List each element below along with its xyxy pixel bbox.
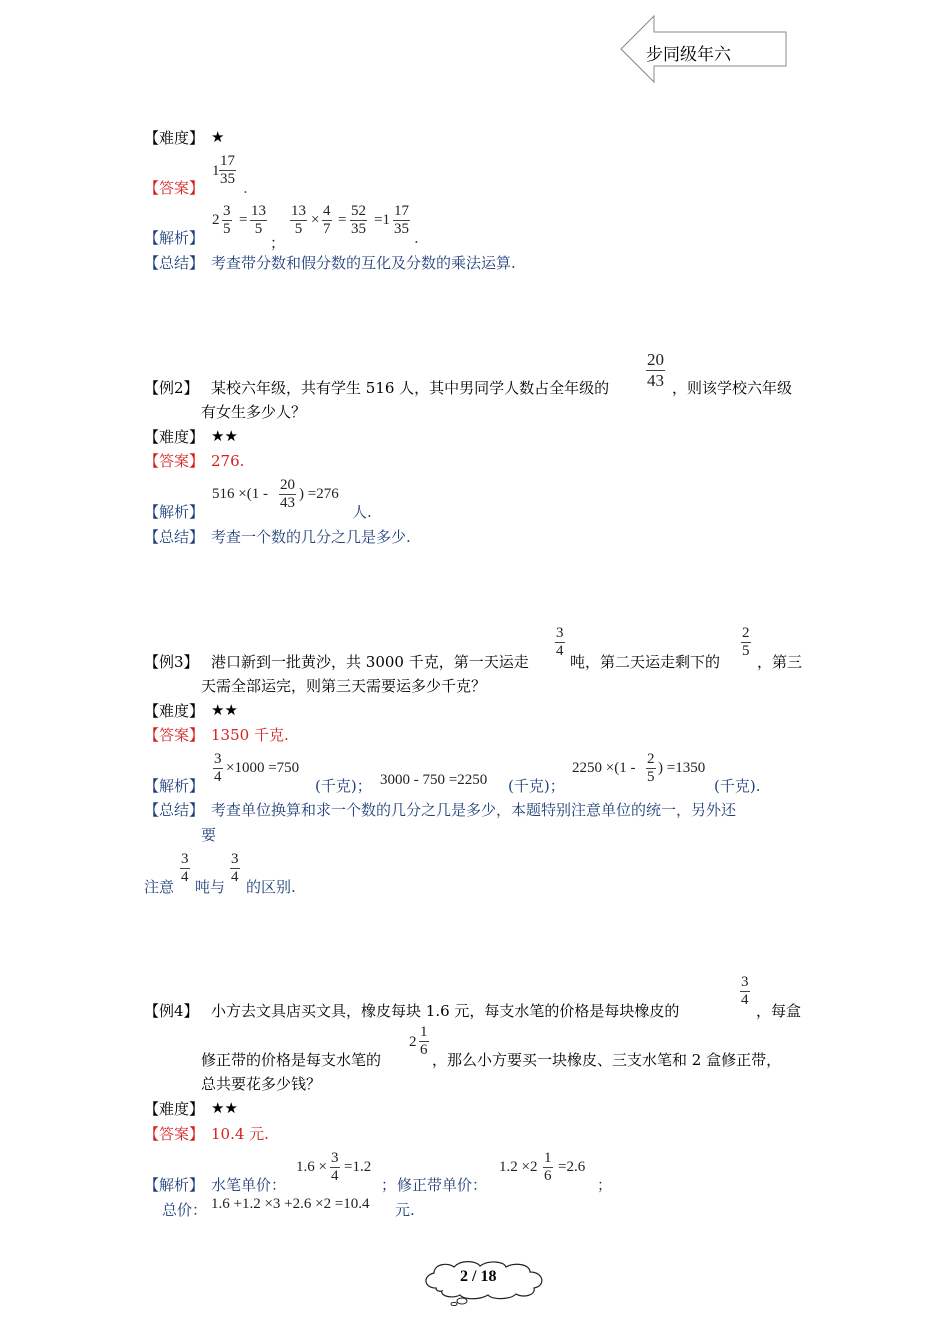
question-text: 小方去文具店买文具，橡皮每块 1.6 元，每支水笔的价格是每块橡皮的 (211, 1002, 680, 1020)
question-fraction: 20 43 (647, 350, 664, 390)
summary-text: 考查单位换算和求一个数的几分之几是多少，本题特别注意单位的统一，另外还 (211, 801, 737, 819)
question-text: ，则该学校六年级 (672, 379, 793, 397)
answer-label: 【答案】 (144, 726, 205, 744)
question-text: 吨，第二天运走剩下的 (570, 653, 721, 671)
note-text: 的区别. (246, 878, 296, 896)
fraction: 13 5 (291, 203, 306, 237)
math-text: ； (270, 236, 286, 252)
analysis-text: 水笔单价： (211, 1176, 287, 1194)
question-text: ，那么小方要买一块橡皮、三支水笔和 2 盒修正带， (432, 1051, 782, 1069)
difficulty-label: 【难度】 (144, 129, 205, 147)
question-fraction: 2 5 (742, 625, 750, 659)
math-text: ) =1350 (658, 760, 706, 776)
answer-label: 【答案】 (144, 1125, 205, 1143)
fraction: 17 35 (394, 203, 409, 237)
question-text: 某校六年级，共有学生 516 人，其中男同学人数占全年级的 (211, 379, 610, 397)
fraction: 3 4 (331, 1150, 339, 1184)
analysis-label: 【解析】 (144, 503, 205, 521)
page-number: 2 / 18 (460, 1268, 497, 1285)
unit-text: (千克)； (315, 777, 372, 795)
summary-text: 要 (201, 826, 217, 844)
question-text: 港口新到一批黄沙，共 3000 千克，第一天运走 (211, 653, 529, 671)
unit-text: 人. (352, 503, 372, 521)
fraction: 4 7 (323, 203, 331, 237)
difficulty-stars: ★★ (211, 701, 238, 719)
fraction: 3 5 (223, 203, 231, 237)
question-fraction: 3 4 (556, 625, 564, 659)
analysis-label: 【解析】 (144, 229, 205, 247)
fraction: 20 43 (280, 477, 295, 511)
question-text: 修正带的价格是每支水笔的 (201, 1051, 382, 1069)
summary-text: 考查一个数的几分之几是多少. (211, 528, 411, 546)
note-text: 吨与 (195, 878, 226, 896)
header-tag (620, 14, 790, 84)
math-text: 3000 - 750 =2250 (380, 772, 488, 788)
analysis-label: 【解析】 (144, 777, 205, 795)
question-text: ，每盒 (756, 1002, 802, 1020)
fraction: 3 4 (214, 751, 222, 785)
difficulty-label: 【难度】 (144, 428, 205, 446)
math-text: =1 (374, 212, 390, 228)
difficulty-label: 【难度】 (144, 702, 205, 720)
fraction: 13 5 (251, 203, 266, 237)
math-text: 1.6 × (296, 1159, 327, 1175)
answer-text: 276. (211, 452, 245, 470)
answer-text: 1350 千克. (211, 726, 289, 744)
math-text: =2.6 (558, 1159, 586, 1175)
analysis-text: 总价： (162, 1201, 208, 1219)
math-text: 516 ×(1 - (212, 486, 268, 502)
math-text: = (338, 212, 347, 228)
fraction: 2 5 (647, 751, 655, 785)
math-text: 1.2 ×2 (499, 1159, 538, 1175)
summary-label: 【总结】 (144, 801, 205, 819)
unit-text: 元. (395, 1201, 415, 1219)
difficulty-stars: ★★ (211, 427, 238, 445)
difficulty-label: 【难度】 (144, 1100, 205, 1118)
question-text: 有女生多少人？ (201, 403, 307, 421)
answer-fraction: 17 35 (220, 153, 235, 187)
fraction: 52 35 (351, 203, 366, 237)
answer-label: 【答案】 (144, 179, 205, 197)
math-text: . (414, 229, 419, 247)
analysis-label: 【解析】 (144, 1176, 205, 1194)
difficulty-stars: ★ (211, 128, 225, 146)
note-text: 注意 (144, 878, 175, 896)
math-text: 2 (212, 212, 220, 228)
math-text: 2250 ×(1 - (572, 760, 636, 776)
fraction: 3 4 (231, 851, 239, 885)
math-text: × (311, 212, 320, 228)
math-text: ； (381, 1176, 397, 1194)
math-text: ； (597, 1176, 613, 1194)
answer-whole: 1 (212, 163, 220, 179)
question-text: ，第三 (757, 653, 803, 671)
summary-label: 【总结】 (144, 528, 205, 546)
difficulty-stars: ★★ (211, 1099, 238, 1117)
example-label: 【例2】 (144, 379, 199, 397)
fraction: 3 4 (181, 851, 189, 885)
math-text: 2 (409, 1034, 417, 1050)
question-text: 天需全部运完，则第三天需要运多少千克？ (201, 677, 487, 695)
answer-label: 【答案】 (144, 452, 205, 470)
question-text: 总共要花多少钱？ (201, 1075, 322, 1093)
fraction: 1 6 (420, 1024, 428, 1058)
math-text: =1.2 (344, 1159, 372, 1175)
example-label: 【例4】 (144, 1002, 199, 1020)
answer-text: 10.4 元. (211, 1125, 269, 1143)
math-text: ) =276 (299, 486, 339, 502)
question-fraction: 3 4 (741, 974, 749, 1008)
math-text: ×1000 =750 (226, 760, 300, 776)
fraction: 1 6 (544, 1150, 552, 1184)
header-tag-text: 步同级年六 (646, 45, 731, 65)
unit-text: (千克). (714, 777, 761, 795)
page-indicator (418, 1258, 550, 1306)
math-text: = (239, 212, 248, 228)
math-text: 1.6 +1.2 ×3 +2.6 ×2 =10.4 (211, 1196, 370, 1212)
summary-label: 【总结】 (144, 254, 205, 272)
example-label: 【例3】 (144, 653, 199, 671)
answer-period: . (243, 179, 248, 197)
unit-text: (千克)； (508, 777, 565, 795)
summary-text: 考查带分数和假分数的互化及分数的乘法运算. (211, 254, 516, 272)
analysis-text: 修正带单价： (397, 1176, 488, 1194)
